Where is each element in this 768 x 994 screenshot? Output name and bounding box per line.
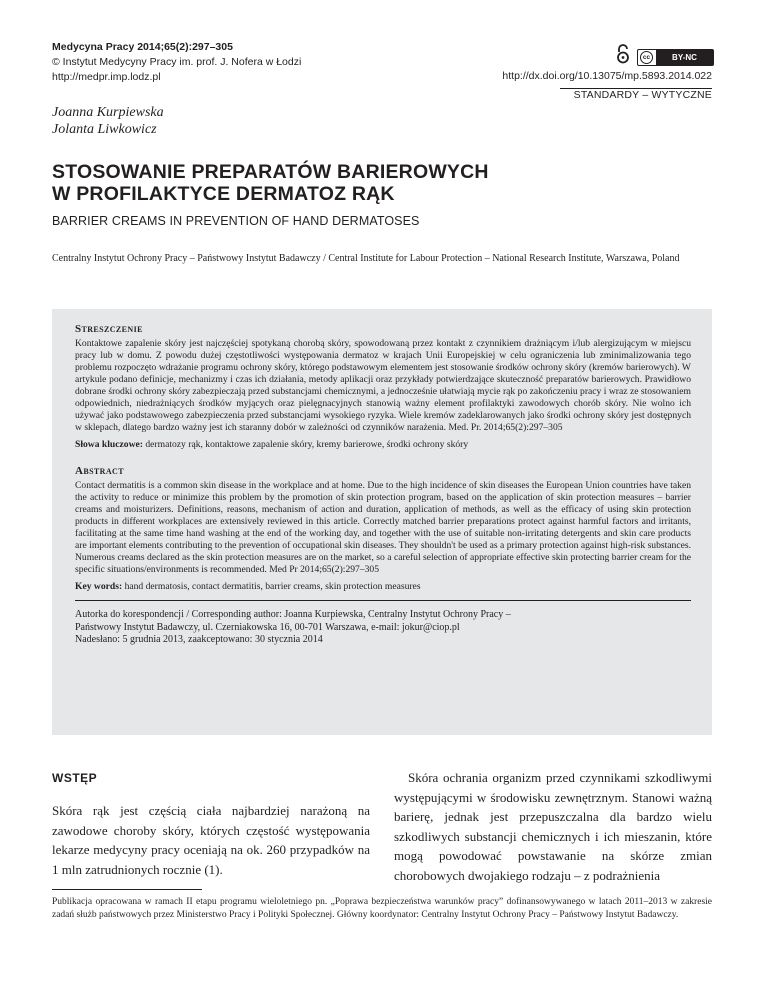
keywords-pl bbox=[75, 439, 691, 451]
article-section-label: STANDARDY – WYTYCZNE bbox=[573, 89, 712, 101]
journal-website-link[interactable]: http://medpr.imp.lodz.pl bbox=[52, 71, 161, 83]
footnote-divider bbox=[52, 889, 202, 890]
abstract-pl-text: Kontaktowe zapalenie skóry jest najczęściej spotykaną chorobą skóry, spowodowaną przez kontakt z czynnikiem drażniącym i/lub alergizującym w miejscu pracy lub w domu. Z powodu dużej częstotliwości występowania dermatoz w krajach Unii Europejskiej w celu ograniczenia lub zminimalizowania tego problemu rozpoczęto wdrażanie programu ochrony skóry, którego podstawowym elementem jest stosowanie środków ochrony skóry (kremów barierowych). W artykule podano definicje, mechanizmy i czas ich działania, metody aplikacji oraz przykłady potwierdzające skuteczność preparatów barierowych. Prawidłowo dobrane środki ochrony skóry zabezpieczają przed substancjami chemicznymi, a jednocześnie ułatwiają mycie rąk po zakończeniu pracy i wraz ze stosowaniem odpowiednich, niedrażniących środków myjących oraz pielęgnacyjnych stanowią ważny element profilaktyki zawodowych chorób skóry. Nie wolno ich używać jako podstawowego zabezpieczenia przed substancjami wysokiego ryzyka. Wiele kremów zadeklarowanych jako środki ochrony skóry jest dostępnych w sklepach, dlatego bardzo ważny jest ich staranny dobór w zależności od czynników narażenia. Med. Pr. 2014;65(2):297–305 bbox=[75, 338, 691, 433]
article-title bbox=[52, 161, 489, 205]
author-name: Joanna Kurpiewska bbox=[52, 105, 164, 120]
keywords-en bbox=[75, 581, 691, 593]
publisher-line: © Instytut Medycyny Pracy im. prof. J. Nofera w Łodzi bbox=[52, 56, 302, 68]
keywords-pl-label: Słowa kluczowe: bbox=[75, 439, 143, 450]
cc-license-badge[interactable] bbox=[637, 49, 714, 66]
correspondence-line: Autorka do korespondencji / Corresponding author: Joanna Kurpiewska, Centralny Instytut Ochrony Pracy – bbox=[75, 609, 511, 620]
body-paragraph: Skóra ochrania organizm przed czynnikami szkodliwymi występującymi w środowisku zewnętrznym. Stanowi ważną barierę, jednak jest przepuszczalna dla bardzo wielu szkodliwych substancji chemicznych i ich mieszanin, które mogą powodować powstawanie na skórze zmian chorobowych dwojakiego rodzaju – z podrażnienia bbox=[394, 770, 712, 883]
body-column-left bbox=[52, 771, 370, 879]
author-name: Jolanta Liwkowicz bbox=[52, 122, 157, 137]
keywords-pl-values: dermatozy rąk, kontaktowe zapalenie skóry, kremy barierowe, środki ochrony skóry bbox=[145, 439, 469, 450]
doi-link[interactable]: http://dx.doi.org/10.13075/mp.5893.2014.022 bbox=[502, 70, 712, 82]
abstract-divider bbox=[75, 600, 691, 601]
title-line: STOSOWANIE PREPARATÓW BARIEROWYCH bbox=[52, 161, 489, 183]
body-paragraph: Skóra rąk jest częścią ciała najbardziej narażoną na zawodowe choroby skóry, których częstość występowania lekarze medycyny pracy oceniają na ok. 260 przypadków na 1 mln zatrudnionych rocznie (1). bbox=[52, 803, 370, 877]
abstract-en-heading: Abstract bbox=[75, 465, 124, 477]
journal-header bbox=[52, 40, 301, 85]
creative-commons-icon: cc bbox=[640, 51, 653, 64]
keywords-en-values: hand dermatosis, contact dermatitis, barrier creams, skin protection measures bbox=[124, 581, 421, 592]
journal-citation: Medycyna Pracy 2014;65(2):297–305 bbox=[52, 41, 233, 53]
footnote: Publikacja opracowana w ramach II etapu programu wieloletniego pn. „Poprawa bezpieczeństwa warunków pracy” dofinansowywanego w latach 2011–2013 w zakresie zadań służb państwowych przez Ministerstwo Pracy i Polityki Społecznej. Główny koordynator: Centralny Instytut Ochrony Pracy – Państwowy Instytut Badawczy. bbox=[52, 897, 712, 920]
abstract-box bbox=[52, 309, 712, 735]
abstract-en-text: Contact dermatitis is a common skin disease in the workplace and at home. Due to the high incidence of skin diseases the European Union countries have taken the activity to reduce or minimize this problem by the promotion of skin protection program, based on the application of skin protection measures – barrier creams and moisturizers. Definitions, reasons, mechanism of action and duration, application of methods, as well as the efficacy of using skin protection products in different workplaces are extensively reviewed in this article. Correctly matched barrier preparations protect against harmful factors and irritants, facilitating at the same time hand washing at the end of the working day, and together with the use of suitable non-irritating detergents and skin care products are important elements contributing to the prevention of occupational skin diseases. They shouldn't be used as a primary protection against high-risk substances. Numerous creams declared as the skin protection measures are on the market, so a careful selection of appropriate effective skin protecting barrier cream for the specific situations/environments is recommended. Med Pr 2014;65(2):297–305 bbox=[75, 480, 691, 575]
correspondence-line: Państwowy Instytut Badawczy, ul. Czerniakowska 16, 00-701 Warszawa, e-mail: jokur@ciop.pl bbox=[75, 621, 460, 633]
body-column-right bbox=[394, 768, 712, 885]
open-access-icon bbox=[616, 44, 630, 64]
license-label: BY-NC bbox=[656, 50, 713, 65]
title-line: W PROFILAKTYCE DERMATOZ RĄK bbox=[52, 183, 395, 205]
article-subtitle: BARRIER CREAMS IN PREVENTION OF HAND DERMATOSES bbox=[52, 214, 420, 228]
author-list bbox=[52, 104, 164, 138]
section-heading: WSTĘP bbox=[52, 771, 98, 785]
correspondence-block bbox=[75, 609, 691, 647]
keywords-en-label: Key words: bbox=[75, 581, 123, 592]
abstract-pl-heading: Streszczenie bbox=[75, 323, 143, 335]
correspondence-line: Nadesłano: 5 grudnia 2013, zaakceptowano: 30 stycznia 2014 bbox=[75, 634, 323, 645]
affiliation: Centralny Instytut Ochrony Pracy – Państwowy Instytut Badawczy / Central Institute for Labour Protection – National Research Institute, Warszawa, Poland bbox=[52, 253, 680, 264]
